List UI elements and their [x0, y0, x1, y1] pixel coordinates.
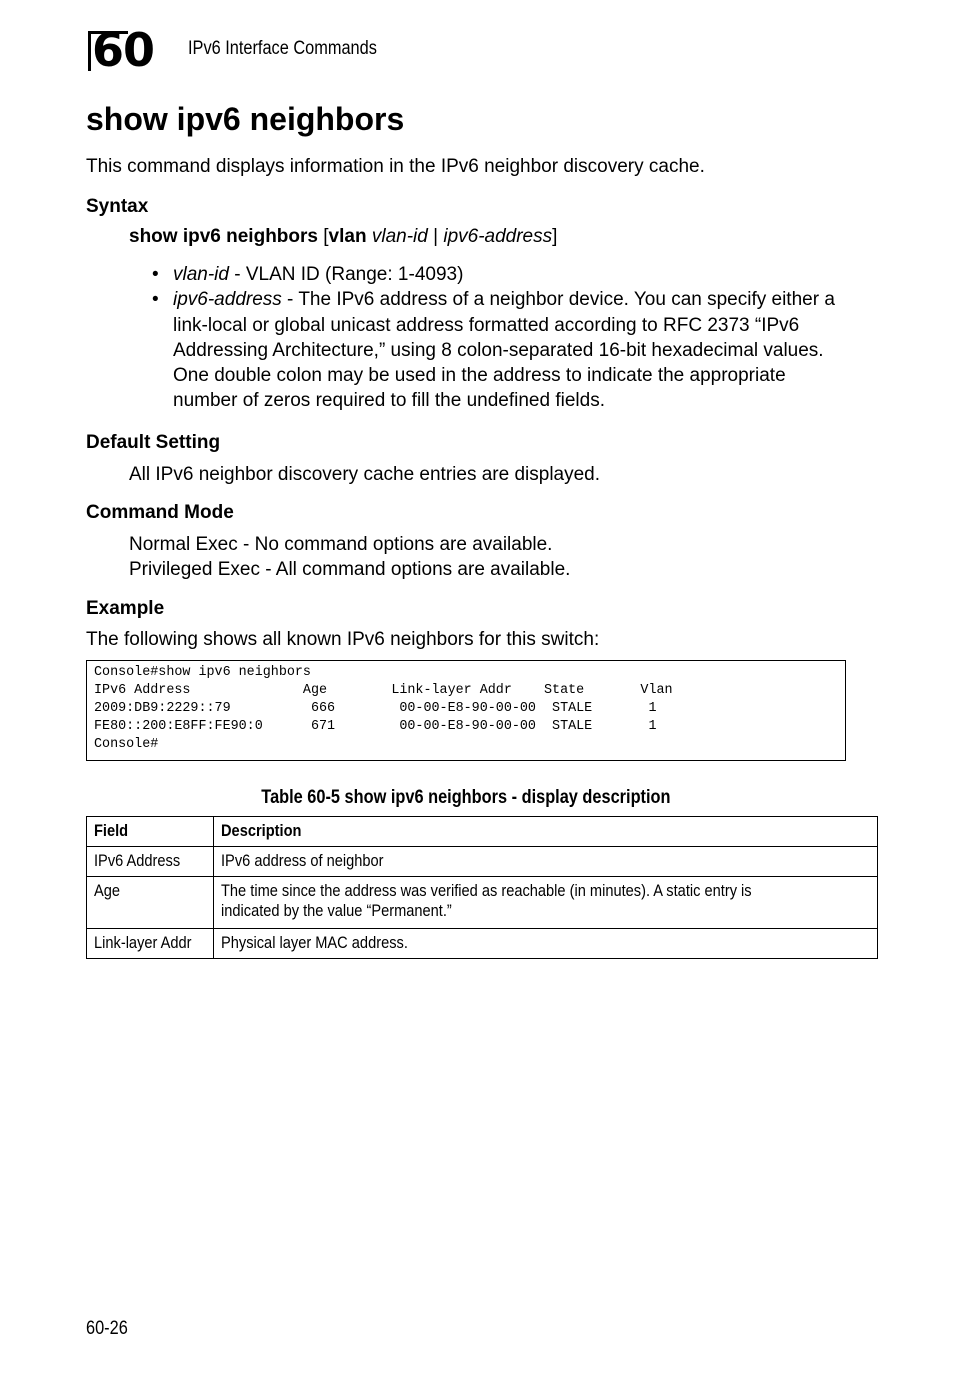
param-name: vlan-id: [173, 264, 229, 285]
table-row: [87, 929, 878, 959]
example-text: The following shows all known IPv6 neighbors for this switch:: [86, 629, 600, 650]
table-caption: Table 60-5 show ipv6 neighbors - display description: [261, 787, 671, 808]
param-desc: - The IPv6 address of a neighbor device. You can specify either a link-local or global unicast address formatted according to RFC 2373 “IPv6 Addressing Architecture,” using 8 colon-separated 16-bit hexadecimal values. One double colon may be used in the address to indicate the appropriate number of zeros required to fill the undefined fields.: [173, 289, 835, 412]
console-line: FE80::200:E8FF:FE90:0 671 00-00-E8-90-00-00 STALE 1: [94, 719, 657, 734]
list-item: • vlan-id - VLAN ID (Range: 1-4093): [152, 264, 464, 285]
syntax-arg-ipv6-address: ipv6-address: [443, 226, 553, 247]
example-heading: Example: [86, 598, 165, 619]
parameter-list: [152, 262, 852, 414]
table-cell: IPv6 Address: [87, 847, 214, 877]
default-setting-text: All IPv6 neighbor discovery cache entries are displayed.: [129, 464, 601, 485]
command-mode-line: Privileged Exec - All command options are available.: [129, 559, 571, 580]
table-cell: Physical layer MAC address.: [214, 929, 878, 959]
intro-text: This command displays information in the IPv6 neighbor discovery cache.: [86, 156, 705, 177]
running-title: IPv6 Interface Commands: [188, 38, 377, 59]
syntax-keyword: vlan: [328, 226, 367, 247]
table-cell: Age: [87, 877, 214, 929]
table-cell: The time since the address was verified as reachable (in minutes). A static entry is indicated by the value “Permanent.”: [214, 877, 878, 929]
table-cell: Link-layer Addr: [87, 929, 214, 959]
syntax-arg-vlan-id: vlan-id: [371, 226, 428, 247]
table-cell: IPv6 address of neighbor: [214, 847, 878, 877]
table-row: [87, 847, 878, 877]
table-row: [87, 877, 878, 929]
column-header: Field: [87, 817, 214, 847]
syntax-line: show ipv6 neighbors [vlan vlan-id | ipv6-address]: [129, 226, 558, 247]
table-header-row: [87, 817, 878, 847]
console-line: IPv6 Address Age Link-layer Addr State Vlan: [94, 683, 673, 698]
chapter-badge: [88, 23, 166, 77]
syntax-command: show ipv6 neighbors: [129, 226, 318, 247]
chapter-number: 60: [92, 23, 155, 77]
description-table: [86, 816, 878, 959]
page-title: show ipv6 neighbors: [86, 101, 405, 137]
list-item: • ipv6-address - The IPv6 address of a neighbor device. You can specify either a link-local or global unicast address formatted according to RFC 2373 “IPv6 Addressing Architecture,” using 8 colon-separated 16-bit hexadecimal values. One double colon may be used in the address to indicate the appropriate number of zeros required to fill the undefined fields.: [152, 289, 835, 412]
command-mode-line: Normal Exec - No command options are available.: [129, 534, 553, 555]
param-desc: - VLAN ID (Range: 1-4093): [228, 264, 464, 285]
console-line: 2009:DB9:2229::79 666 00-00-E8-90-00-00 STALE 1: [94, 701, 657, 716]
column-header: Description: [214, 817, 878, 847]
syntax-heading: Syntax: [86, 196, 149, 217]
console-line: Console#: [94, 737, 159, 752]
command-mode-heading: Command Mode: [86, 502, 234, 523]
default-setting-heading: Default Setting: [86, 432, 221, 453]
param-name: ipv6-address: [173, 289, 282, 311]
console-output: [86, 660, 846, 761]
page-number: 60-26: [86, 1318, 128, 1339]
console-line: Console#show ipv6 neighbors: [94, 665, 311, 680]
